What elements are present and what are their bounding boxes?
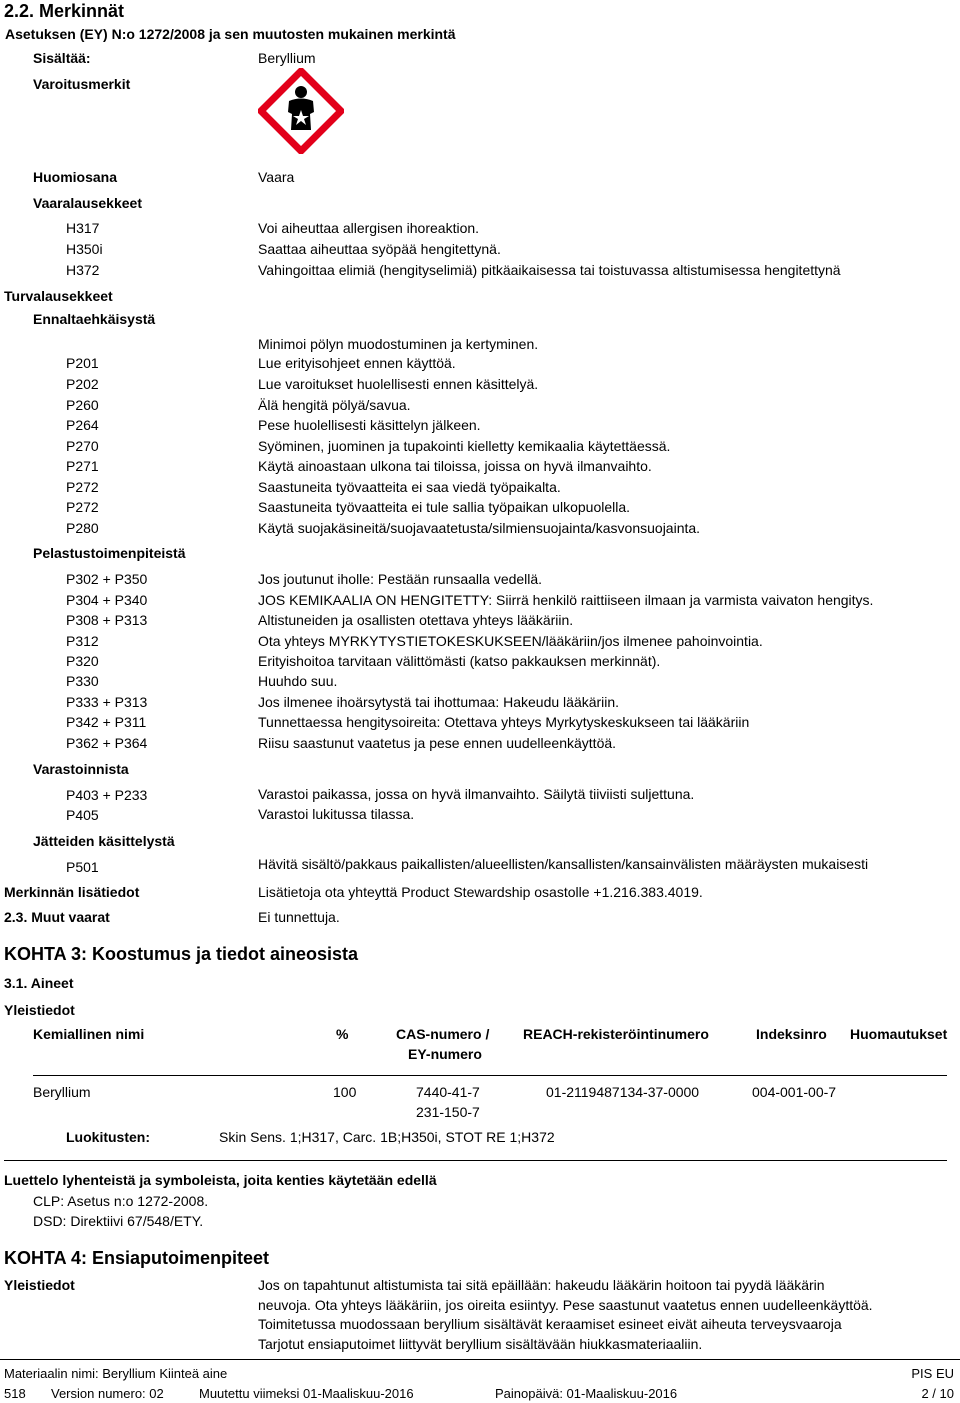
col-header-name: Kemiallinen nimi <box>33 1026 145 1042</box>
section4-general-label: Yleistiedot <box>4 1277 75 1293</box>
precaution-code: P280 <box>66 520 99 536</box>
hazard-code: H317 <box>66 220 100 236</box>
col-header-cas: CAS-numero / <box>396 1026 490 1042</box>
precaution-text: Huuhdo suu. <box>258 673 338 689</box>
pictograms-label: Varoitusmerkit <box>33 76 131 92</box>
other-hazards-text: Ei tunnettuja. <box>258 909 340 925</box>
precaution-code: P260 <box>66 397 99 413</box>
section4-general-text: Toimitetussa muodossaan beryllium sisältävät keraamiset esineet eivät aiheuta terveysvaaroja <box>258 1316 842 1332</box>
section4-title: KOHTA 4: Ensiaputoimenpiteet <box>4 1248 270 1268</box>
col-header-reach: REACH-rekisteröintinumero <box>523 1026 709 1042</box>
precaution-text: Lue varoitukset huolellisesti ennen käsittelyä. <box>258 376 539 392</box>
precaution-text: Jos joutunut iholle: Pestään runsaalla vedellä. <box>258 571 543 587</box>
cell-cas: 7440-41-7 <box>416 1084 480 1100</box>
precaution-text: Riisu saastunut vaatetus ja pese ennen uudelleenkäyttöä. <box>258 735 617 751</box>
cell-index: 004-001-00-7 <box>752 1084 837 1100</box>
precaution-code: P202 <box>66 376 99 392</box>
col-header-ec: EY-numero <box>408 1046 482 1062</box>
supplemental-label: Merkinnän lisätiedot <box>4 884 140 900</box>
precaution-code: P308 + P313 <box>66 612 148 628</box>
precaution-text: Pese huolellisesti käsittelyn jälkeen. <box>258 417 481 433</box>
precaution-code: P320 <box>66 653 99 669</box>
section4-general-text: Jos on tapahtunut altistumista tai sitä epäillään: hakeudu lääkärin hoitoon tai pyydä lääkärin <box>258 1277 825 1293</box>
precaution-code: P264 <box>66 417 99 433</box>
precaution-code: P304 + P340 <box>66 592 148 608</box>
precaution-code: P501 <box>66 859 99 875</box>
hazard-code: H350i <box>66 241 103 257</box>
precaution-code: P342 + P311 <box>66 714 147 730</box>
precaution-code: P403 + P233 <box>66 787 148 803</box>
supplemental-text: Lisätietoja ota yhteyttä Product Stewardship osastolle +1.216.383.4019. <box>258 884 703 900</box>
precaution-text: Hävitä sisältö/pakkaus paikallisten/alueellisten/kansallisten/kansainvälisten määräysten mukaisesti <box>258 856 869 872</box>
cell-name: Beryllium <box>33 1084 91 1100</box>
section4-general-text: Tarjotut ensiaputoimet liittyvät beryllium sisältävään hiukkasmateriaaliin. <box>258 1336 703 1352</box>
prevention-label: Ennaltaehkäisystä <box>33 311 156 327</box>
footer-printed: Painopäivä: 01-Maaliskuu-2016 <box>495 1386 678 1401</box>
footer-doc-code: PIS EU <box>911 1366 954 1381</box>
abbreviation-item: CLP: Asetus n:o 1272-2008. <box>33 1193 209 1209</box>
precaution-code: P272 <box>66 499 99 515</box>
precaution-text: Älä hengitä pölyä/savua. <box>258 397 411 413</box>
precaution-text: Ota yhteys MYRKYTYSTIETOKESKUKSEEN/lääkäriin/jos ilmenee pahoinvointia. <box>258 633 763 649</box>
precaution-text: Erityishoitoa tarvitaan välittömästi (katso pakkauksen merkinnät). <box>258 653 661 669</box>
precaution-text: Varastoi paikassa, jossa on hyvä ilmanvaihto. Säilytä tiiviisti suljettuna. <box>258 786 695 802</box>
precaution-text: Lue erityisohjeet ennen käyttöä. <box>258 355 456 371</box>
hazard-text: Saattaa aiheuttaa syöpää hengitettynä. <box>258 241 501 257</box>
precaution-code: P405 <box>66 807 99 823</box>
precaution-code: P312 <box>66 633 99 649</box>
footer-revised: Muutettu viimeksi 01-Maaliskuu-2016 <box>199 1386 414 1401</box>
classification-value: Skin Sens. 1;H317, Carc. 1B;H350i, STOT RE 1;H372 <box>219 1129 555 1145</box>
signal-word: Vaara <box>258 169 295 185</box>
footer-number: 518 <box>4 1386 26 1401</box>
precaution-text: Saastuneita työvaatteita ei saa viedä työpaikalta. <box>258 479 561 495</box>
precaution-text: Käytä ainoastaan ulkona tai tiloissa, joissa on hyvä ilmanvaihto. <box>258 458 652 474</box>
disposal-label: Jätteiden käsittelystä <box>33 833 175 849</box>
col-header-notes: Huomautukset <box>850 1026 948 1042</box>
precautionary-statements-label: Turvalausekkeet <box>4 288 113 304</box>
contains-value: Beryllium <box>258 50 316 66</box>
precaution-text: JOS KEMIKAALIA ON HENGITETTY: Siirrä henkilö raittiiseen ilmaan ja varmista vaivaton hengitys. <box>258 592 874 608</box>
section4-general-text: neuvoja. Ota yhteys lääkäriin, jos oireita esiintyy. Pese saastunut vaatetus ennen uudelleenkäyttöä. <box>258 1297 873 1313</box>
abbreviations-title: Luettelo lyhenteistä ja symboleista, joita kenties käytetään edellä <box>4 1172 437 1188</box>
response-label: Pelastustoimenpiteistä <box>33 545 186 561</box>
cell-percent: 100 <box>333 1084 357 1100</box>
precaution-text: Jos ilmenee ihoärsytystä tai ihottumaa: Hakeudu lääkäriin. <box>258 694 620 710</box>
substances-label: 3.1. Aineet <box>4 975 74 991</box>
table-header-rule <box>33 1075 947 1076</box>
prevention-intro: Minimoi pölyn muodostuminen ja kertyminen. <box>258 336 539 352</box>
footer-page: 2 / 10 <box>921 1386 954 1401</box>
precaution-text: Varastoi lukitussa tilassa. <box>258 806 415 822</box>
general-label: Yleistiedot <box>4 1002 75 1018</box>
abbreviation-item: DSD: Direktiivi 67/548/ETY. <box>33 1213 204 1229</box>
precaution-code: P333 + P313 <box>66 694 148 710</box>
classification-label: Luokitusten: <box>66 1129 150 1145</box>
signal-word-label: Huomiosana <box>33 169 118 185</box>
hazard-text: Vahingoittaa elimiä (hengityselimiä) pitkäaikaisessa tai toistuvassa altistumisessa hengitettynä <box>258 262 841 278</box>
precaution-code: P270 <box>66 438 99 454</box>
hazard-text: Voi aiheuttaa allergisen ihoreaktion. <box>258 220 480 236</box>
contains-label: Sisältää: <box>33 50 91 66</box>
footer-material: Materiaalin nimi: Beryllium Kiinteä aine <box>4 1366 228 1381</box>
precaution-code: P302 + P350 <box>66 571 148 587</box>
health-hazard-icon <box>258 68 344 154</box>
col-header-percent: % <box>336 1026 349 1042</box>
storage-label: Varastoinnista <box>33 761 129 777</box>
section3-title: KOHTA 3: Koostumus ja tiedot aineosista <box>4 944 359 964</box>
precaution-text: Syöminen, juominen ja tupakointi kielletty kemikaalia käytettäessä. <box>258 438 671 454</box>
precaution-code: P201 <box>66 355 99 371</box>
hazard-code: H372 <box>66 262 100 278</box>
col-header-index: Indeksinro <box>756 1026 827 1042</box>
table-bottom-rule <box>4 1160 947 1161</box>
footer-version: Version numero: 02 <box>51 1386 164 1401</box>
cell-reach: 01-2119487134-37-0000 <box>546 1084 700 1100</box>
cell-ec: 231-150-7 <box>416 1104 480 1120</box>
precaution-text: Käytä suojakäsineitä/suojavaatetusta/silmiensuojainta/kasvonsuojainta. <box>258 520 701 536</box>
precaution-code: P330 <box>66 673 99 689</box>
precaution-text: Altistuneiden ja osallisten otettava yhteys lääkäriin. <box>258 612 574 628</box>
precaution-code: P271 <box>66 458 99 474</box>
precaution-text: Saastuneita työvaatteita ei tule sallia työpaikan ulkopuolella. <box>258 499 631 515</box>
precaution-code: P272 <box>66 479 99 495</box>
regulation-title: Asetuksen (EY) N:o 1272/2008 ja sen muutosten mukainen merkintä <box>5 26 456 42</box>
precaution-code: P362 + P364 <box>66 735 148 751</box>
section-heading: 2.2. Merkinnät <box>4 1 125 21</box>
other-hazards-label: 2.3. Muut vaarat <box>4 909 110 925</box>
precaution-text: Tunnettaessa hengitysoireita: Otettava yhteys Myrkytyskeskukseen tai lääkäriin <box>258 714 750 730</box>
footer-rule <box>0 1359 960 1360</box>
hazard-statements-label: Vaaralausekkeet <box>33 195 142 211</box>
